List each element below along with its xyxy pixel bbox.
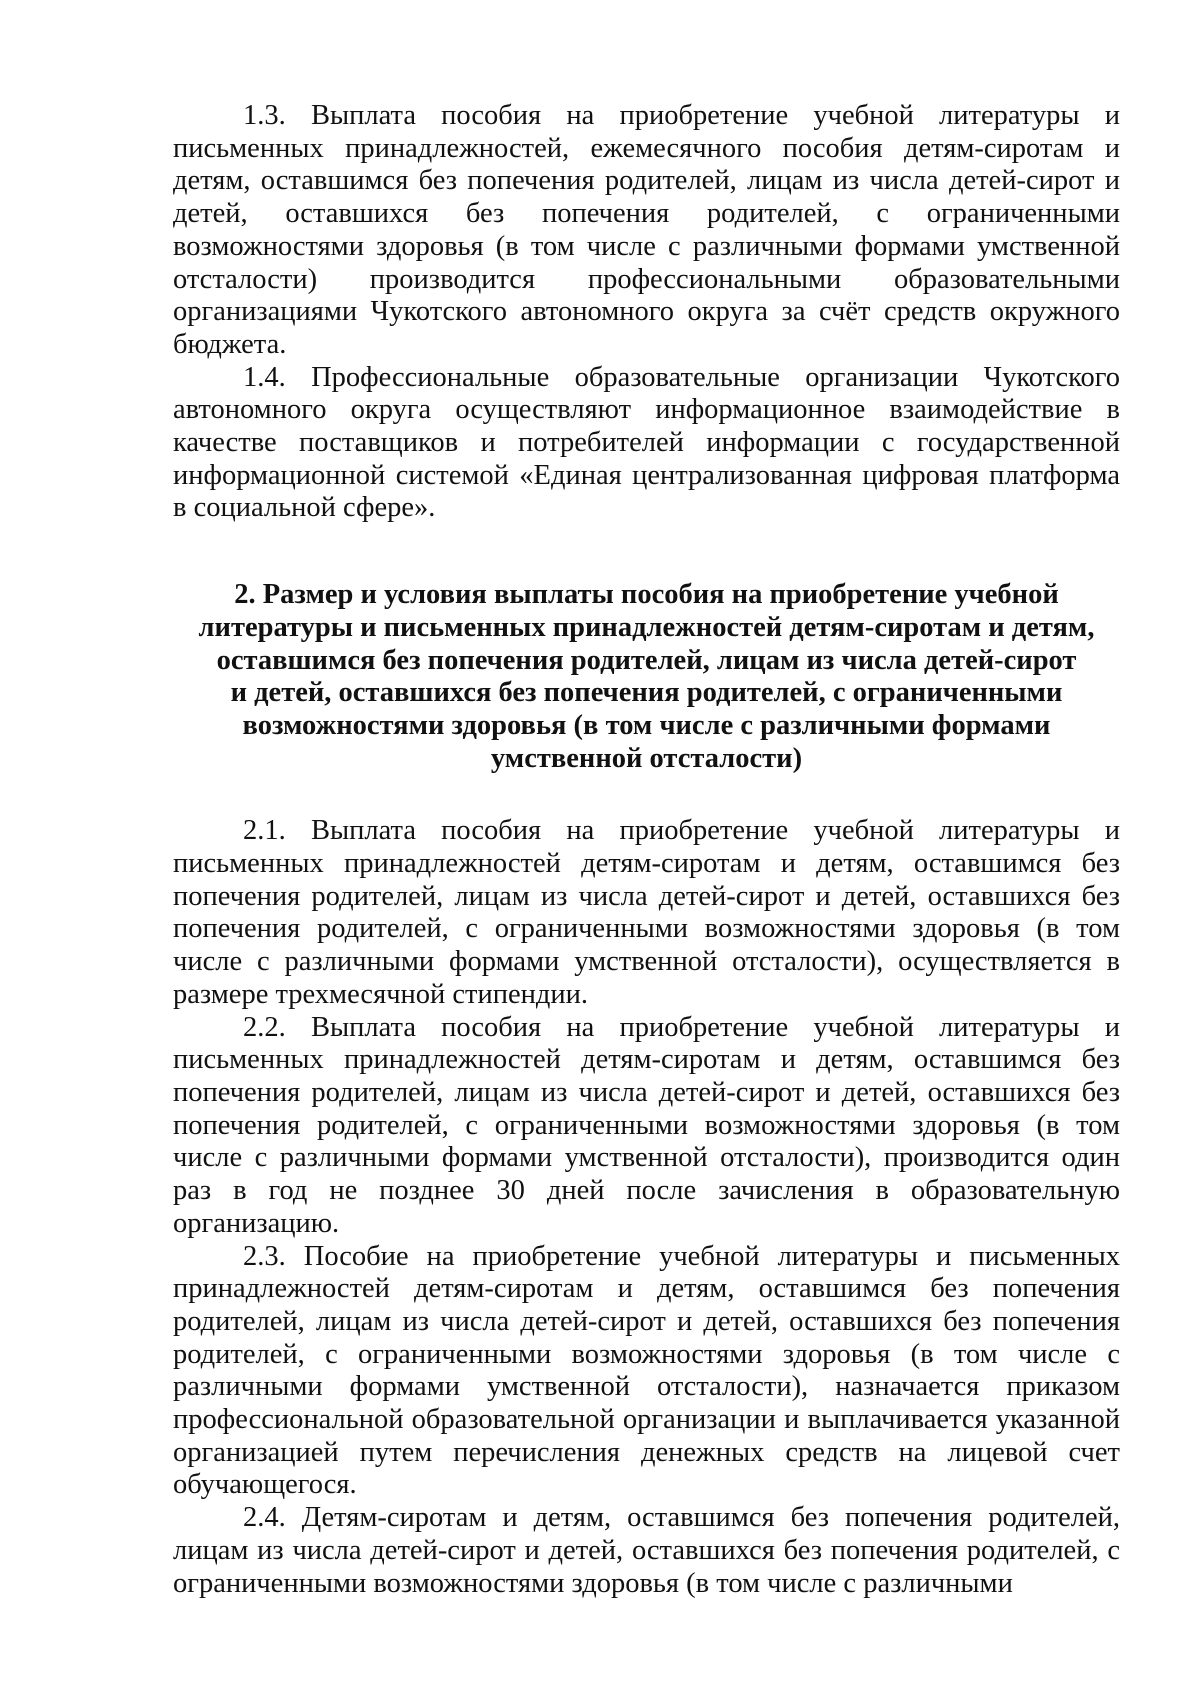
paragraph-number: 2.4. (243, 1502, 286, 1534)
paragraph-1-4 (173, 362, 1120, 526)
paragraph-1-3 (173, 100, 1120, 362)
paragraph-number: 2.2. (243, 1011, 286, 1043)
paragraph-2-4 (173, 1502, 1120, 1600)
heading-line: и детей, оставшихся без попечения родителей, с ограниченными (230, 677, 1063, 709)
heading-line: возможностями здоровья (в том числе с различными формами (242, 709, 1051, 741)
paragraph-2-1 (173, 815, 1120, 1011)
document-page (173, 100, 1120, 1600)
paragraph-text: Выплата пособия на приобретение учебной литературы и письменных принадлежностей, ежемесячного пособия детям-сиротам и детям, оставшимся без попечения родителей, лицам из числа детей-сирот и детей, оставшихся без попечения родителей, с ограниченными возможностями здоровья (в том числе с различными формами умственной отсталости) производится профессиональными образовательными организациями Чукотского автономного округа за счёт средств окружного бюджета. (173, 100, 1120, 360)
paragraph-2-3 (173, 1241, 1120, 1503)
section-2-heading (173, 579, 1120, 775)
paragraph-2-2 (173, 1012, 1120, 1241)
paragraph-text: Профессиональные образовательные организации Чукотского автономного округа осуществляют информационное взаимодействие в качестве поставщиков и потребителей информации с государственной информационной системой «Единая централизованная цифровая платформа в социальной сфере». (173, 361, 1120, 524)
heading-line: 2. Размер и условия выплаты пособия на приобретение учебной (234, 579, 1059, 611)
heading-line: умственной отсталости) (490, 742, 803, 774)
heading-line: литературы и письменных принадлежностей детям-сиротам и детям, (198, 611, 1095, 643)
paragraph-text: Пособие на приобретение учебной литературы и письменных принадлежностей детям-сиротам и детям, оставшимся без попечения родителей, лицам из числа детей-сирот и детей, оставшихся без попечения родителей, с ограниченными возможностями здоровья (в том числе с различными формами умственной отсталости), назначается приказом профессиональной образовательной организации и выплачивается указанной организацией путем перечисления денежных средств на лицевой счет обучающегося. (173, 1240, 1120, 1501)
paragraph-text: Детям-сиротам и детям, оставшимся без попечения родителей, лицам из числа детей-сирот и детей, оставшихся без попечения родителей, с ограниченными возможностями здоровья (в том числе с различными (173, 1502, 1120, 1599)
paragraph-text: Выплата пособия на приобретение учебной литературы и письменных принадлежностей детям-сиротам и детям, оставшимся без попечения родителей, лицам из числа детей-сирот и детей, оставшихся без попечения родителей, с ограниченными возможностями здоровья (в том числе с различными формами умственной отсталости), осуществляется в размере трехмесячной стипендии. (173, 815, 1120, 1010)
paragraph-text: Выплата пособия на приобретение учебной литературы и письменных принадлежностей детям-сиротам и детям, оставшимся без попечения родителей, лицам из числа детей-сирот и детей, оставшихся без попечения родителей, с ограниченными возможностями здоровья (в том числе с различными формами умственной отсталости), производится один раз в год не позднее 30 дней после зачисления в образовательную организацию. (173, 1011, 1120, 1239)
paragraph-number: 2.3. (243, 1240, 286, 1272)
paragraph-number: 1.3. (243, 100, 286, 131)
paragraph-number: 2.1. (243, 815, 286, 847)
paragraph-number: 1.4. (243, 361, 286, 393)
heading-line: оставшимся без попечения родителей, лицам из числа детей-сирот (216, 644, 1077, 676)
